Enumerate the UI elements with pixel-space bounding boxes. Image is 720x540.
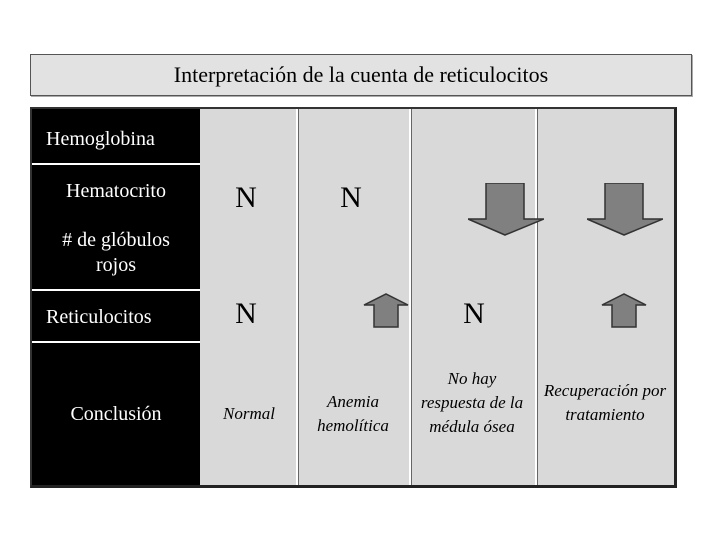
arrow-down-icon	[468, 183, 544, 237]
label-separator	[32, 289, 200, 291]
label-globulos-rojos: # de glóbulos rojos	[62, 229, 170, 276]
conclusion-normal: Normal	[223, 404, 275, 423]
conclusion-anemia-hemolitica: Anemia hemolítica	[317, 392, 389, 435]
label-hematocrito: Hematocrito	[66, 179, 166, 202]
conclusion-no-respuesta: No hay respuesta de la médula ósea	[420, 369, 524, 436]
label-separator	[32, 163, 200, 165]
column-divider	[537, 109, 538, 485]
reticulocyte-table	[30, 107, 677, 488]
cell-normal-retic-col3: N	[463, 297, 485, 330]
cell-normal-retic-col1: N	[235, 297, 257, 330]
label-separator	[32, 341, 200, 343]
arrow-up-icon	[600, 293, 650, 329]
cell-normal-col1: N	[235, 181, 257, 214]
label-reticulocitos: Reticulocitos	[46, 305, 152, 328]
arrow-down-icon	[587, 183, 663, 237]
conclusion-recuperacion: Recuperación por tratamiento	[543, 381, 667, 424]
cell-normal-col2: N	[340, 181, 362, 214]
arrow-up-icon	[362, 293, 412, 329]
slide-title: Interpretación de la cuenta de reticulocitos	[30, 54, 692, 96]
label-hemoglobina: Hemoglobina	[46, 127, 155, 150]
label-conclusion: Conclusión	[70, 402, 162, 425]
